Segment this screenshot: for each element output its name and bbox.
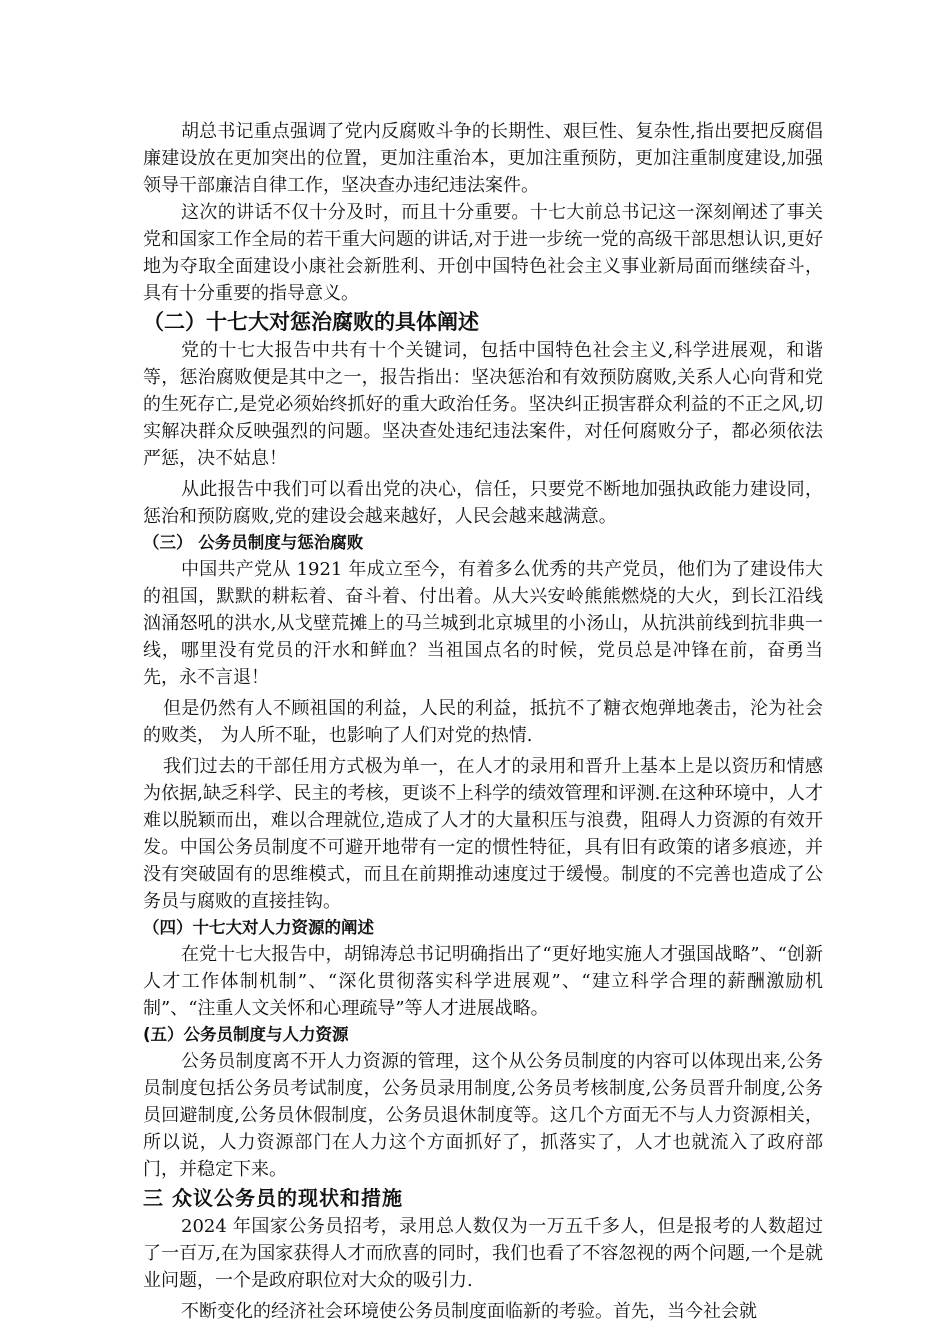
paragraph: 中国共产党从 1921 年成立至今，有着多么优秀的共产党员，他们为了建设伟大的祖国，默默的耕耘着、奋斗着、付出着。从大兴安岭熊熊燃烧的大火，到长江沿线汹涌怒吼的洪水,从戈壁荒摊上的马兰城到北京城里的小汤山，从抗洪前线到抗非典一线，哪里没有党员的汗水和鲜血？当祖国点名的时候，党员总是冲锋在前，奋勇当先，永不言退！: [143, 559, 823, 688]
paragraph: 党的十七大报告中共有十个关键词，包括中国特色社会主义,科学进展观，和谐等，惩治腐败便是其中之一，报告指出：坚决惩治和有效预防腐败,关系人心向背和党的生死存亡,是党必须始终抓好的重大政治任务。坚决纠正损害群众利益的不正之风,切实解决群众反映强烈的问题。坚决查处违纪违法案件，对任何腐败分子，都必须依法严惩，决不姑息！: [143, 340, 823, 469]
chapter-heading: 三 众议公务员的现状和措施: [143, 1186, 403, 1210]
section-heading: （四）十七大对人力资源的阐述: [143, 918, 374, 937]
paragraph: 2024 年国家公务员招考，录用总人数仅为一万五千多人，但是报考的人数超过了一百万,在为国家获得人才而欣喜的同时，我们也看了不容忽视的两个问题,一个是就业问题，一个是政府职位对大众的吸引力.: [143, 1216, 823, 1291]
document-page: [143, 118, 823, 1325]
paragraph: 从此报告中我们可以看出党的决心，信任，只要党不断地加强执政能力建设同，惩治和预防腐败,党的建设会越来越好，人民会越来越满意。: [143, 479, 823, 527]
paragraph: 公务员制度离不开人力资源的管理，这个从公务员制度的内容可以体现出来,公务员制度包括公务员考试制度，公务员录用制度,公务员考核制度,公务员晋升制度,公务员回避制度,公务员休假制度，公务员退休制度等。这几个方面无不与人力资源相关，所以说，人力资源部门在人力这个方面抓好了，抓落实了，人才也就流入了政府部门，并稳定下来。: [143, 1051, 823, 1180]
paragraph: 胡总书记重点强调了党内反腐败斗争的长期性、艰巨性、复杂性,指出要把反腐倡廉建设放在更加突出的位置，更加注重治本，更加注重预防，更加注重制度建设,加强领导干部廉洁自律工作，坚决查办违纪违法案件。: [143, 121, 823, 196]
section-heading: （二）十七大对惩治腐败的具体阐述: [143, 310, 479, 334]
paragraph: 在党十七大报告中，胡锦涛总书记明确指出了“更好地实施人才强国战略”、“创新人才工作体制机制”、“深化贯彻落实科学进展观”、“建立科学合理的薪酬激励机制”、“注重人文关怀和心理疏导”等人才进展战略。: [143, 944, 823, 1019]
paragraph: 不断变化的经济社会环境使公务员制度面临新的考验。首先，当今社会就: [181, 1301, 757, 1322]
section-heading: （三） 公务员制度与惩治腐败: [143, 533, 364, 552]
paragraph: 我们过去的干部任用方式极为单一，在人才的录用和晋升上基本上是以资历和情感为依据,缺乏科学、民主的考核，更谈不上科学的绩效管理和评测.在这种环境中，人才难以脱颖而出，难以合理就位,造成了人才的大量积压与浪费，阻碍人力资源的有效开发。中国公务员制度不可避开地带有一定的惯性特征，具有旧有政策的诸多痕迹，并没有突破固有的思维模式，而且在前期推动速度过于缓慢。制度的不完善也造成了公务员与腐败的直接挂钩。: [143, 756, 823, 912]
paragraph: 但是仍然有人不顾祖国的利益，人民的利益，抵抗不了糖衣炮弹地袭击，沦为社会的败类， 为人所不耻，也影响了人们对党的热情.: [143, 698, 823, 746]
section-heading: (五）公务员制度与人力资源: [143, 1025, 349, 1044]
paragraph: 这次的讲话不仅十分及时，而且十分重要。十七大前总书记这一深刻阐述了事关党和国家工作全局的若干重大问题的讲话,对于进一步统一党的高级干部思想认识,更好地为夺取全面建设小康社会新胜利、开创中国特色社会主义事业新局面而继续奋斗，具有十分重要的指导意义。: [143, 202, 823, 304]
